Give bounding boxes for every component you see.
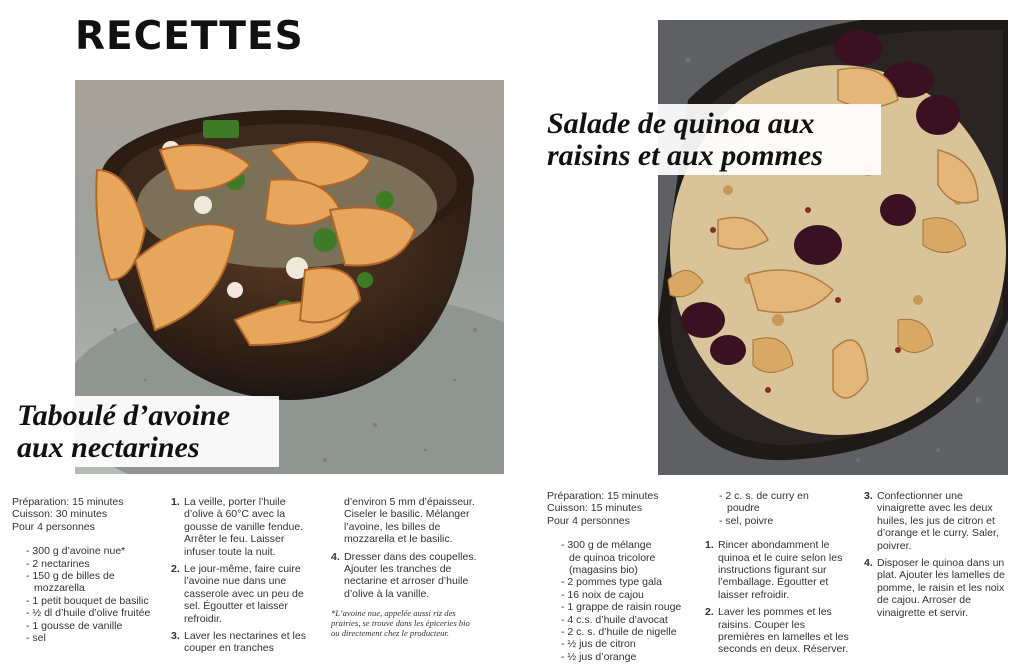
cook-time: Cuisson: 30 minutes <box>12 508 108 521</box>
step-number: 1. <box>705 539 714 552</box>
recipe-step <box>705 539 853 601</box>
servings: Pour 4 personnes <box>547 514 630 527</box>
ingredient-item: - sel, poivre <box>719 514 774 527</box>
ingredient-item: - 16 noix de cajou <box>561 588 644 601</box>
recipe-step <box>864 490 1010 552</box>
ingredient-item: - 2 pommes type gala <box>561 576 662 589</box>
recipe-title-quinoa-salad <box>541 104 881 175</box>
ingredient-item: - 2 nectarines <box>26 557 90 570</box>
quinoa-salad-steps-column-2 <box>864 490 1010 624</box>
recipe-meta <box>12 496 172 533</box>
recipe-meta <box>547 490 697 527</box>
ingredient-item: - ½ jus d’orange <box>561 650 637 663</box>
step-text: Laver les pommes et les raisins. Couper les premières en lamelles et les seconds en deux. Réserver. <box>718 606 849 656</box>
recipe-step <box>171 630 313 655</box>
ingredient-item: - ½ dl d’huile d’olive fruitée <box>26 607 151 620</box>
quinoa-salad-steps-column-1 <box>705 490 853 661</box>
ingredient-list-continued <box>719 490 853 527</box>
step-text: Dresser dans des coupelles. Ajouter les tranches de nectarine et arroser d’huile d’olive à la vanille. <box>344 550 477 600</box>
ingredient-item: - 1 gousse de vanille <box>26 619 123 632</box>
step-number: 4. <box>864 557 873 570</box>
step-text: Disposer le quinoa dans un plat. Ajouter les lamelles de pomme, le raisin et les noix de cajou. Arroser de vinaigrette et servir. <box>877 557 1005 619</box>
step-text: Confectionner une vinaigrette avec les deux huiles, les jus de citron et d’orange et le curry. Saler, poivrer. <box>877 490 999 552</box>
title-line: Salade de quinoa aux <box>547 107 815 140</box>
step-text: Rincer abondamment le quinoa et le cuire selon les instructions figurant sur l’emballage. Égoutter et laisser refroidir. <box>718 539 843 601</box>
step-number: 1. <box>171 496 180 508</box>
ingredient-item: poudre <box>727 502 760 515</box>
ingredient-item: - sel <box>26 632 46 645</box>
recipe-step <box>705 606 853 656</box>
ingredient-list <box>26 545 172 644</box>
ingredient-item: - 150 g de billes de <box>26 570 115 583</box>
recipe-title-oat-tabbouleh <box>11 396 279 467</box>
ingredient-item: - 300 g d’avoine nue* <box>26 545 126 558</box>
quinoa-salad-ingredients-column <box>547 490 697 663</box>
ingredient-list <box>561 539 697 663</box>
ingredient-item: - 2 c. s. de curry en <box>719 490 809 502</box>
step-text: La veille, porter l’huile d’olive à 60°C avec la gousse de vanille fendue. Arrêter le feu. Laisser infuser toute la nuit. <box>184 496 304 558</box>
step-text: Le jour-même, faire cuire l’avoine nue dans une casserole avec un peu de sel. Égoutter et laisser refroidir. <box>184 563 304 625</box>
title-line: aux nectarines <box>17 430 200 464</box>
title-line: raisins et aux pommes <box>547 138 823 172</box>
prep-time: Préparation: 15 minutes <box>12 496 124 508</box>
step-text-continued: d’environ 5 mm d’épaisseur. Ciseler le basilic. Mélanger l’avoine, les billes de mozzarella et le basilic. <box>344 496 475 546</box>
step-text: Laver les nectarines et les couper en tranches <box>184 630 306 655</box>
servings: Pour 4 personnes <box>12 520 95 533</box>
recipe-step <box>864 557 1010 619</box>
cook-time: Cuisson: 15 minutes <box>547 502 643 515</box>
ingredient-item: - 1 grappe de raisin rouge <box>561 601 682 614</box>
step-number: 3. <box>864 490 873 502</box>
step-number: 4. <box>331 550 340 563</box>
prep-time: Préparation: 15 minutes <box>547 490 659 502</box>
recipe-step <box>331 551 479 601</box>
step-number: 2. <box>171 563 180 576</box>
ingredient-item: (magasins bio) <box>569 564 638 577</box>
ingredient-item: - 2 c. s. d’huile de nigelle <box>561 626 677 639</box>
recipe-step <box>171 563 313 625</box>
ingredient-item: mozzarella <box>34 582 85 595</box>
ingredient-item: - ½ jus de citron <box>561 638 636 651</box>
ingredient-item: - 300 g de mélange <box>561 539 652 552</box>
ingredient-item: - 1 petit bouquet de basilic <box>26 594 149 607</box>
oat-tabbouleh-steps-column-1 <box>171 496 313 660</box>
recipe-step <box>171 496 313 558</box>
step-number: 3. <box>171 630 180 643</box>
page-heading: RECETTES <box>75 14 304 59</box>
oat-tabbouleh-steps-column-2 <box>331 496 479 638</box>
footnote: *L’avoine nue, appelée aussi riz des prairies, se trouve dans les épiceries bio ou directement chez le producteur. <box>331 608 470 639</box>
ingredient-item: - 4 c.s. d’huile d’avocat <box>561 613 668 626</box>
quinoa-salad-photo <box>658 20 1008 475</box>
title-line: Taboulé d’avoine <box>17 399 231 432</box>
oat-tabbouleh-ingredients-column <box>12 496 172 644</box>
ingredient-item: de quinoa tricolore <box>569 551 656 564</box>
step-number: 2. <box>705 606 714 619</box>
